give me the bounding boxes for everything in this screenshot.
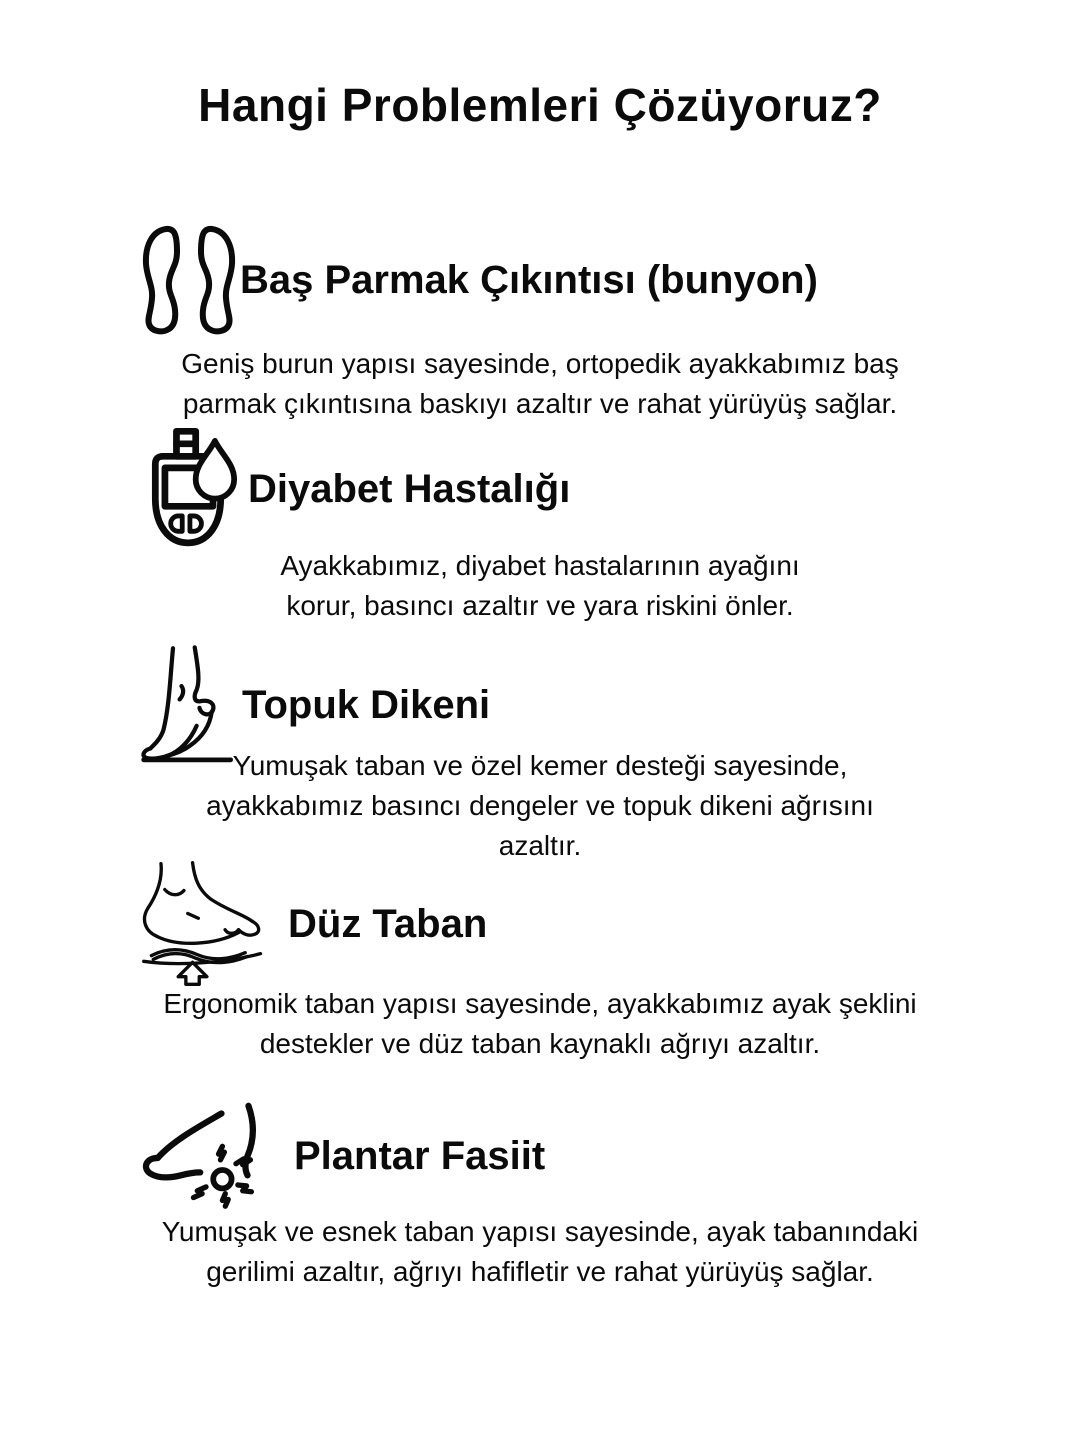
body-line: gerilimi azaltır, ağrıyı hafifletir ve rahat yürüyüş sağlar.: [206, 1256, 874, 1287]
body-line: parmak çıkıntısına baskıyı azaltır ve rahat yürüyüş sağlar.: [182, 388, 898, 419]
page-title: Hangi Problemleri Çözüyoruz?: [198, 79, 882, 131]
section-body: [0, 1212, 1080, 1292]
section-plantar-fasciitis: [138, 1100, 1080, 1212]
section-body: [0, 344, 1080, 424]
body-line: Yumuşak ve esnek taban yapısı sayesinde, ayak tabanındaki: [161, 1216, 919, 1247]
body-line: Yumuşak taban ve özel kemer desteği sayesinde,: [232, 750, 848, 781]
body-line: ayakkabımız basıncı dengeler ve topuk dikeni ağrısını: [206, 790, 874, 821]
section-title: Düz Taban: [288, 902, 488, 946]
insoles-icon: [138, 224, 240, 336]
flat-foot-arch-icon: [138, 860, 272, 988]
section-title: Topuk Dikeni: [242, 683, 491, 727]
body-line: Ergonomik taban yapısı sayesinde, ayakkabımız ayak şeklini: [163, 988, 917, 1019]
section-diabetes: [138, 424, 1080, 554]
body-line: Geniş burun yapısı sayesinde, ortopedik ayakkabımız baş: [181, 348, 899, 379]
plantar-pain-icon: [138, 1100, 274, 1212]
tiptoe-heel-icon: [138, 640, 242, 770]
body-line: korur, basıncı azaltır ve yara riskini önler.: [286, 590, 794, 621]
section-body: [0, 546, 1080, 626]
section-title: Diyabet Hastalığı: [248, 467, 571, 511]
body-line: destekler ve düz taban kaynaklı ağrıyı azaltır.: [259, 1028, 821, 1059]
glucose-meter-icon: [138, 424, 238, 554]
section-flat-foot: [138, 860, 1080, 988]
body-line: Ayakkabımız, diyabet hastalarının ayağını: [280, 550, 800, 581]
section-bunion: [138, 224, 1080, 336]
section-title: Baş Parmak Çıkıntısı (bunyon): [240, 258, 818, 302]
body-line: azaltır.: [498, 830, 582, 861]
section-title: Plantar Fasiit: [294, 1134, 546, 1178]
section-body: [0, 984, 1080, 1064]
